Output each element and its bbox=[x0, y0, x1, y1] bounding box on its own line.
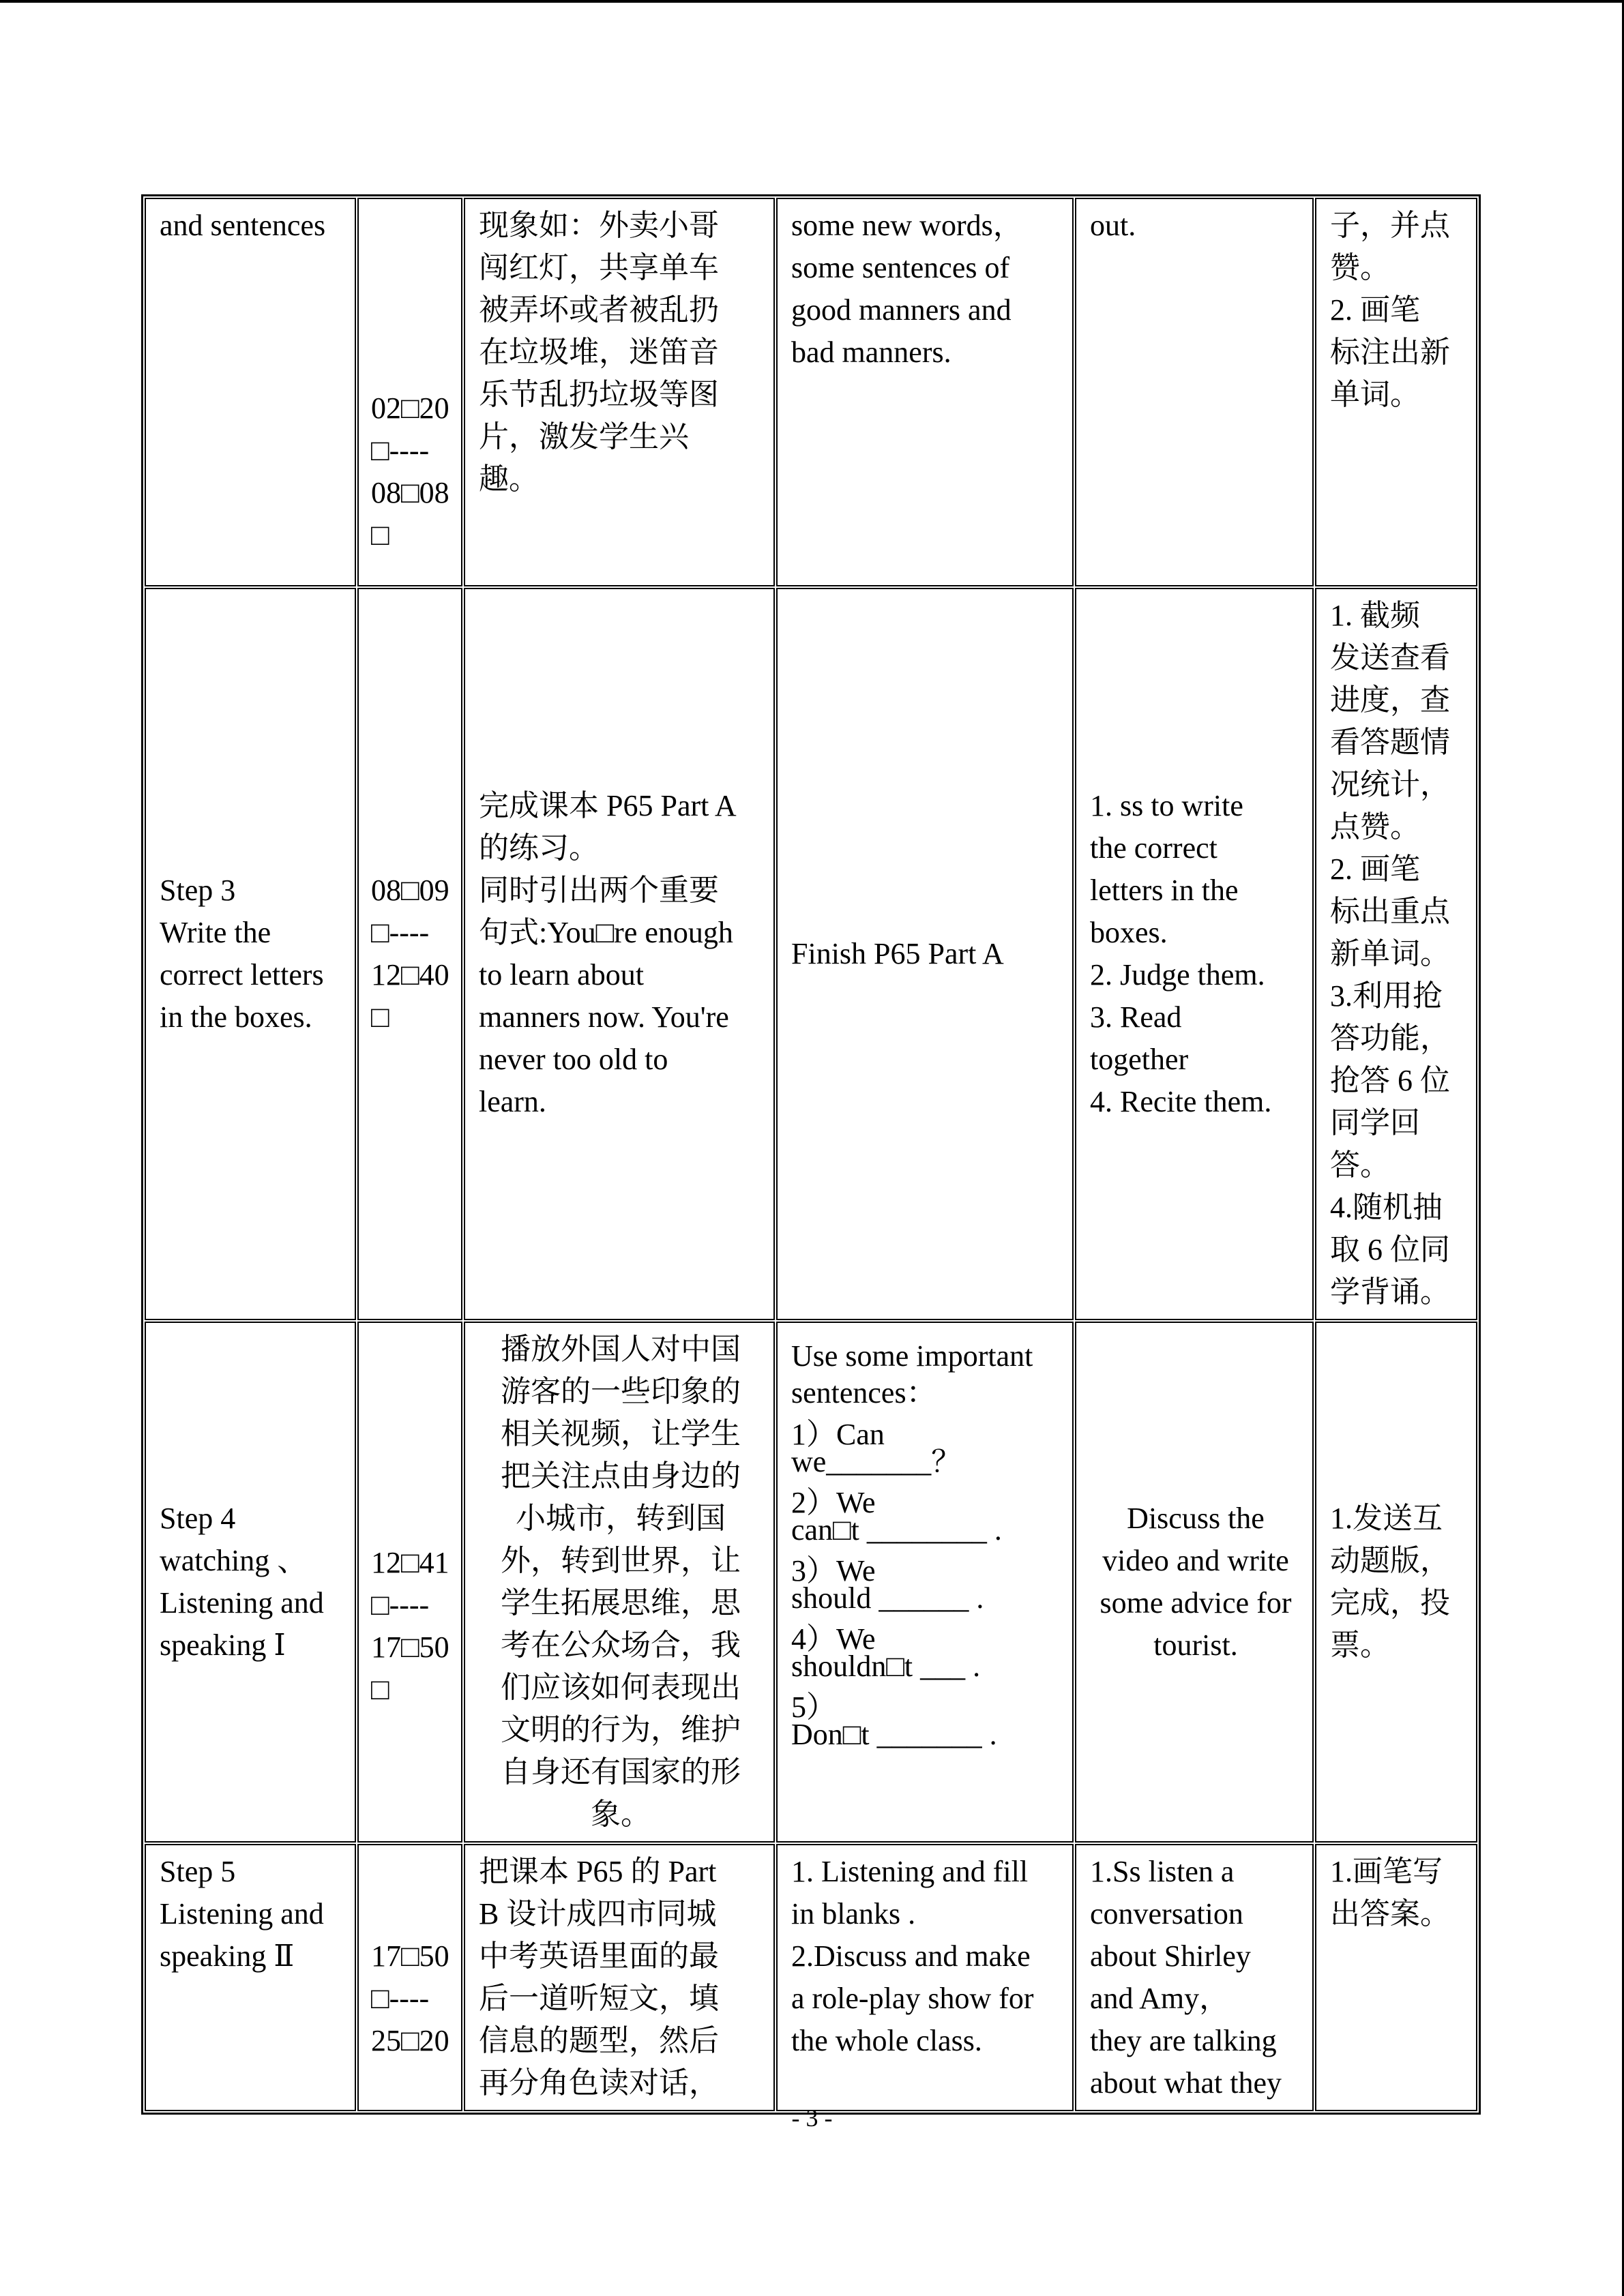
step-text: Write the bbox=[160, 916, 271, 949]
step-cell bbox=[145, 588, 356, 1320]
teacher-text: 在垃圾堆，迷笛音 bbox=[479, 336, 719, 369]
time-cell bbox=[357, 1844, 462, 2111]
student-text: Finish P65 Part A bbox=[791, 937, 1004, 970]
tool-text: 看答题情 bbox=[1330, 726, 1450, 759]
teacher-text: 象。 bbox=[591, 1798, 651, 1831]
tool-text: 同学回 bbox=[1330, 1106, 1420, 1139]
time-text: 12□41 bbox=[371, 1546, 449, 1579]
teacher-text: 外，转到世界，让 bbox=[501, 1544, 741, 1577]
tool-text: 出答案。 bbox=[1330, 1897, 1450, 1930]
teacher-text: 片，激发学生兴 bbox=[479, 420, 689, 453]
teacher-text: 考在公众场合，我 bbox=[501, 1628, 741, 1662]
tool-text: 2. 画笔 bbox=[1330, 293, 1420, 327]
teacher-text: 小城市，转到国 bbox=[516, 1502, 726, 1535]
activity-text: tourist. bbox=[1153, 1628, 1238, 1662]
teacher-text: 把关注点由身边的 bbox=[501, 1459, 741, 1493]
tool-text: 2. 画笔 bbox=[1330, 852, 1420, 886]
tool-text: 单词。 bbox=[1330, 378, 1420, 411]
time-text: 12□40 bbox=[371, 958, 449, 992]
teacher-text: 完成课本 P65 Part A bbox=[479, 789, 737, 822]
activity-text: they are talking bbox=[1090, 2024, 1277, 2057]
teacher-text: 同时引出两个重要 bbox=[479, 874, 719, 907]
tool-text: 动题版， bbox=[1330, 1544, 1450, 1577]
teacher-text: manners now. You're bbox=[479, 1000, 729, 1034]
teacher-text: 信息的题型，然后 bbox=[479, 2024, 719, 2057]
sentence-number: 1）Can bbox=[791, 1418, 885, 1451]
sentence-blank: we_______？ bbox=[791, 1445, 962, 1478]
tool-text: 学背诵。 bbox=[1330, 1275, 1450, 1309]
time-cell bbox=[357, 1322, 462, 1843]
activity-text: 3. Read bbox=[1090, 1000, 1182, 1034]
student-activity-cell bbox=[776, 588, 1074, 1320]
teacher-text: 们应该如何表现出 bbox=[501, 1671, 741, 1704]
teacher-text: 自身还有国家的形 bbox=[501, 1755, 741, 1789]
teacher-text: 的练习。 bbox=[479, 831, 599, 865]
time-text: 25□20 bbox=[371, 2024, 449, 2057]
step-text: Listening and bbox=[160, 1897, 324, 1930]
activity-text: some advice for bbox=[1099, 1586, 1292, 1620]
step-text: speaking Ⅱ bbox=[160, 1939, 295, 1973]
tool-text: 答功能， bbox=[1330, 1022, 1450, 1055]
activity-cell bbox=[1075, 588, 1314, 1320]
step-cell bbox=[145, 198, 356, 586]
teacher-text: never too old to bbox=[479, 1043, 668, 1076]
student-activity-cell bbox=[776, 1844, 1074, 2111]
student-text: bad manners. bbox=[791, 336, 951, 369]
step-text: Listening and bbox=[160, 1586, 324, 1620]
step-text: watching 、 bbox=[160, 1544, 308, 1577]
activity-text: 1.Ss listen a bbox=[1090, 1855, 1235, 1888]
teacher-text: 文明的行为，维护 bbox=[501, 1713, 741, 1746]
activity-text: Discuss the bbox=[1127, 1502, 1265, 1535]
teacher-text: 后一道听短文，填 bbox=[479, 1982, 719, 2015]
time-text: 17□50 bbox=[371, 1939, 449, 1973]
student-text: good manners and bbox=[791, 293, 1012, 327]
step-cell bbox=[145, 1322, 356, 1843]
tool-text: 4.随机抽 bbox=[1330, 1191, 1443, 1224]
teacher-text: learn. bbox=[479, 1085, 546, 1118]
activity-cell bbox=[1075, 1322, 1314, 1843]
tool-text: 抢答 6 位 bbox=[1330, 1064, 1450, 1097]
tool-text: 1.发送互 bbox=[1330, 1502, 1443, 1535]
activity-text: video and write bbox=[1102, 1544, 1289, 1577]
activity-cell bbox=[1075, 198, 1314, 586]
teacher-activity-cell bbox=[464, 1322, 775, 1843]
teacher-text: 现象如：外卖小哥 bbox=[479, 209, 719, 242]
student-activity-cell bbox=[776, 1322, 1074, 1843]
activity-text: 1. ss to write bbox=[1090, 789, 1243, 822]
activity-text: and Amy， bbox=[1090, 1982, 1230, 2015]
teacher-activity-cell bbox=[464, 588, 775, 1320]
teacher-text: 学生拓展思维，思 bbox=[501, 1586, 741, 1620]
step-text: in the boxes. bbox=[160, 1000, 312, 1034]
activity-text: the correct bbox=[1090, 831, 1217, 865]
time-cell bbox=[357, 198, 462, 586]
time-cell bbox=[357, 588, 462, 1320]
activity-cell bbox=[1075, 1844, 1314, 2111]
step-text: Step 5 bbox=[160, 1855, 236, 1888]
tool-text: 子，并点 bbox=[1330, 209, 1450, 242]
student-text: in blanks . bbox=[791, 1897, 916, 1930]
time-text: □ bbox=[371, 518, 389, 552]
table-row bbox=[145, 588, 1477, 1320]
activity-text: boxes. bbox=[1090, 916, 1168, 949]
tool-cell bbox=[1315, 1844, 1477, 2111]
tool-text: 1. 截频 bbox=[1330, 599, 1420, 632]
tool-text: 赞。 bbox=[1330, 251, 1390, 284]
teacher-text: 中考英语里面的最 bbox=[479, 1939, 719, 1973]
time-text: 02□20 bbox=[371, 391, 449, 425]
sentence-blank: Don□t _______ . bbox=[791, 1718, 997, 1751]
step-text: speaking Ⅰ bbox=[160, 1628, 286, 1662]
activity-text: out. bbox=[1090, 209, 1136, 242]
tool-text: 新单词。 bbox=[1330, 937, 1450, 970]
time-text: □ bbox=[371, 1000, 389, 1034]
tool-text: 况统计， bbox=[1330, 768, 1450, 801]
step-cell bbox=[145, 1844, 356, 2111]
activity-text: letters in the bbox=[1090, 874, 1239, 907]
tool-text: 完成，投 bbox=[1330, 1586, 1450, 1620]
tool-text: 答。 bbox=[1330, 1148, 1390, 1182]
teacher-text: to learn about bbox=[479, 958, 644, 992]
sentence-number: 5） bbox=[791, 1690, 836, 1724]
tool-text: 发送查看 bbox=[1330, 641, 1450, 674]
step-text: correct letters bbox=[160, 958, 324, 992]
teacher-text: 趣。 bbox=[479, 462, 539, 496]
teacher-activity-cell bbox=[464, 1844, 775, 2111]
tool-text: 进度，查 bbox=[1330, 683, 1450, 717]
student-text: 2.Discuss and make bbox=[791, 1939, 1031, 1973]
time-text: 08□08 bbox=[371, 476, 449, 509]
sentence-blank: shouldn□t ___ . bbox=[791, 1650, 981, 1683]
teacher-activity-cell bbox=[464, 198, 775, 586]
activity-text: 4. Recite them. bbox=[1090, 1085, 1272, 1118]
time-text: □---- bbox=[371, 434, 430, 467]
student-text: the whole class. bbox=[791, 2024, 982, 2057]
student-text: some new words， bbox=[791, 209, 1023, 242]
student-text: a role-play show for bbox=[791, 1982, 1034, 2015]
teacher-text: 相关视频，让学生 bbox=[501, 1417, 741, 1450]
tool-text: 3.利用抢 bbox=[1330, 979, 1443, 1013]
teacher-text: 句式:You□re enough bbox=[479, 916, 733, 949]
time-text: □---- bbox=[371, 1588, 430, 1622]
tool-cell bbox=[1315, 198, 1477, 586]
sentence-blank: should ______ . bbox=[791, 1581, 984, 1615]
student-text: 1. Listening and fill bbox=[791, 1855, 1029, 1888]
lesson-plan-table bbox=[141, 194, 1481, 2115]
teacher-text: 再分角色读对话， bbox=[479, 2066, 719, 2100]
student-text: Use some important bbox=[791, 1339, 1033, 1373]
tool-cell bbox=[1315, 1322, 1477, 1843]
teacher-text: 游客的一些印象的 bbox=[501, 1375, 741, 1408]
teacher-text: 把课本 P65 的 Part bbox=[479, 1855, 717, 1888]
tool-text: 标注出新 bbox=[1330, 336, 1450, 369]
teacher-text: 播放外国人对中国 bbox=[501, 1332, 741, 1366]
teacher-text: 闯红灯，共享单车 bbox=[479, 251, 719, 284]
time-text: □---- bbox=[371, 916, 430, 949]
tool-cell bbox=[1315, 588, 1477, 1320]
page-top-border bbox=[0, 0, 1624, 3]
tool-text: 1.画笔写 bbox=[1330, 1855, 1443, 1888]
time-text: 08□09 bbox=[371, 874, 449, 907]
step-text: Step 3 bbox=[160, 874, 236, 907]
step-text: and sentences bbox=[160, 209, 326, 242]
sentence-number: 4）We bbox=[791, 1622, 876, 1656]
tool-text: 标出重点 bbox=[1330, 895, 1450, 928]
page-number: - 3 - bbox=[791, 2104, 833, 2132]
student-activity-cell bbox=[776, 198, 1074, 586]
tool-text: 取 6 位同 bbox=[1330, 1233, 1450, 1266]
sentence-number: 2）We bbox=[791, 1486, 876, 1519]
student-text: some sentences of bbox=[791, 251, 1010, 284]
table-row bbox=[145, 198, 1477, 586]
activity-text: about Shirley bbox=[1090, 1939, 1251, 1973]
sentence-blank: can□t ________ . bbox=[791, 1513, 1002, 1547]
teacher-text: B 设计成四市同城 bbox=[479, 1897, 717, 1930]
tool-text: 点赞。 bbox=[1330, 810, 1420, 844]
activity-text: conversation bbox=[1090, 1897, 1243, 1930]
activity-text: together bbox=[1090, 1043, 1189, 1076]
sentence-number: 3）We bbox=[791, 1554, 876, 1587]
table-row bbox=[145, 1844, 1477, 2111]
table-row bbox=[145, 1322, 1477, 1843]
teacher-text: 乐节乱扔垃圾等图 bbox=[479, 378, 719, 411]
step-text: Step 4 bbox=[160, 1502, 236, 1535]
teacher-text: 被弄坏或者被乱扔 bbox=[479, 293, 719, 327]
student-text: sentences： bbox=[791, 1376, 936, 1410]
time-text: □ bbox=[371, 1673, 389, 1706]
time-text: □---- bbox=[371, 1982, 430, 2015]
time-text: 17□50 bbox=[371, 1630, 449, 1664]
activity-text: 2. Judge them. bbox=[1090, 958, 1265, 992]
tool-text: 票。 bbox=[1330, 1628, 1390, 1662]
activity-text: about what they bbox=[1090, 2066, 1282, 2100]
